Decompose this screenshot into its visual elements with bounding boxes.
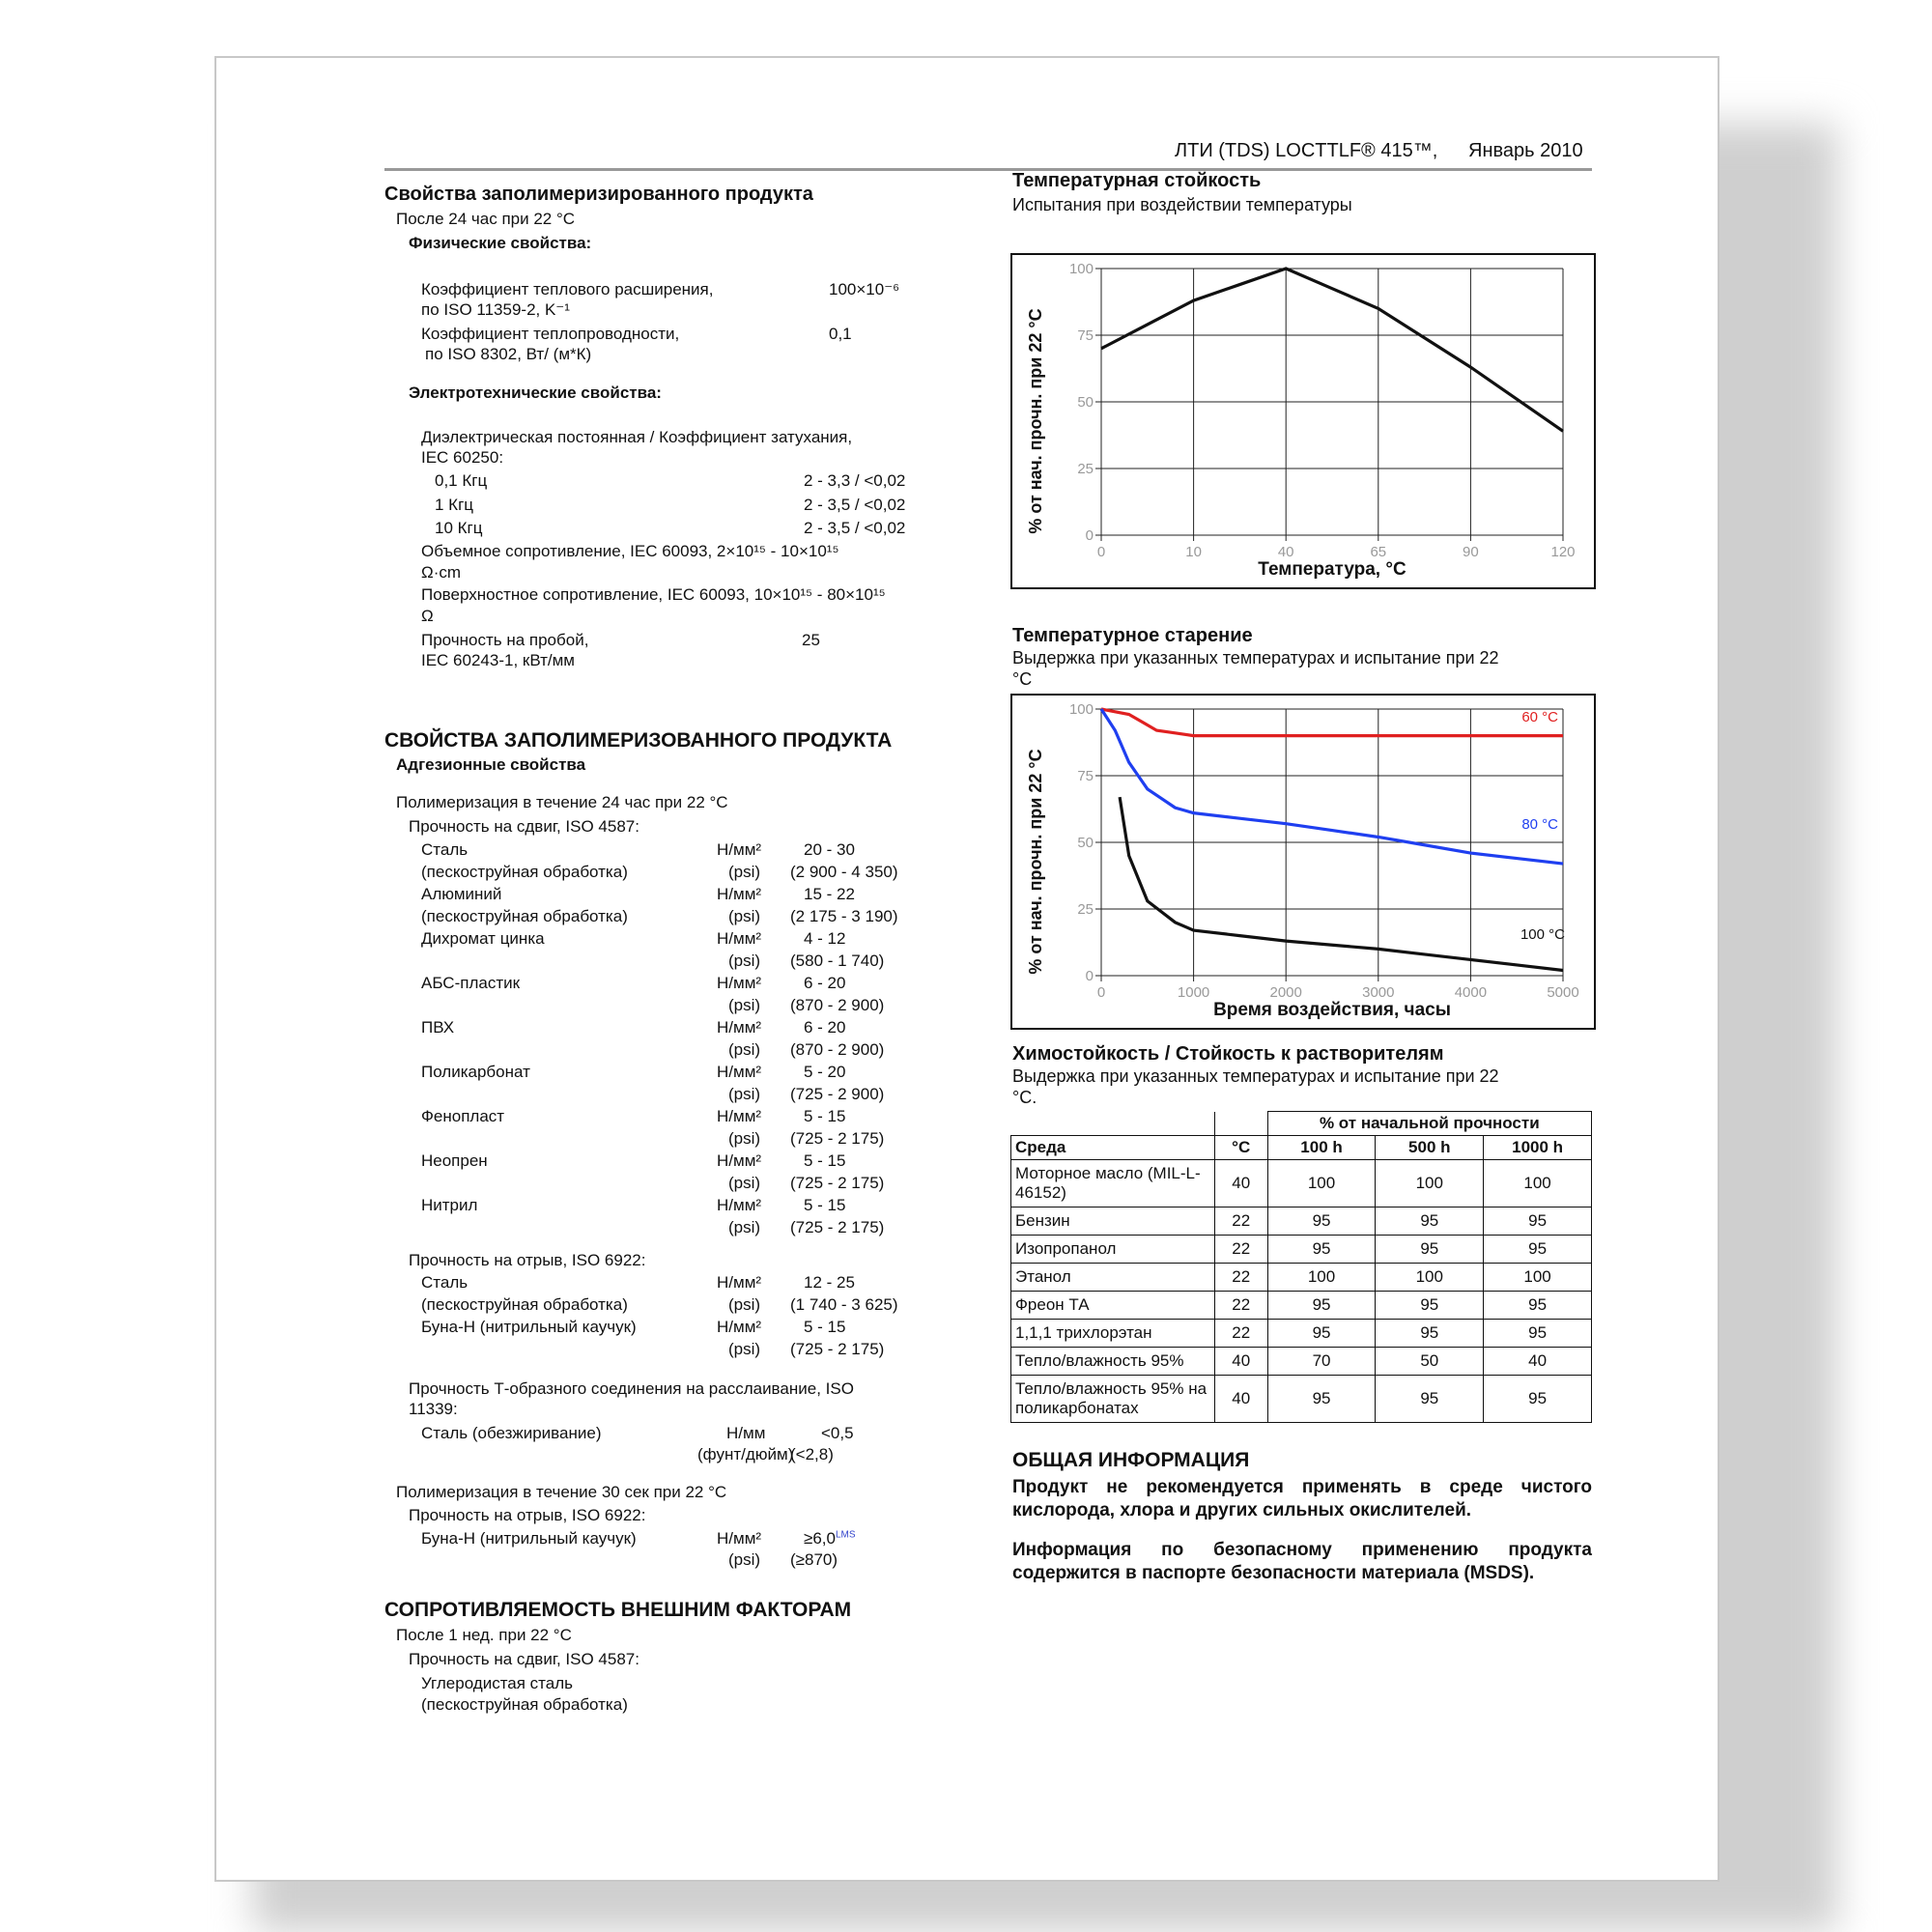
material-label: Неопрен bbox=[421, 1151, 488, 1170]
unit-n: Н/мм² bbox=[717, 1063, 762, 1081]
chem-cell: 100 bbox=[1267, 1160, 1376, 1208]
chem-cell: 40 bbox=[1484, 1348, 1592, 1376]
chem-cell: 95 bbox=[1484, 1292, 1592, 1320]
x-tick-label: 3000 bbox=[1362, 984, 1395, 1001]
chart2-subtitle: °C bbox=[1012, 669, 1033, 689]
x-tick-label: 0 bbox=[1096, 544, 1106, 560]
series-line bbox=[1101, 709, 1563, 736]
chem-cell: Изопропанол bbox=[1011, 1236, 1215, 1264]
diel-freq: 0,1 Кгц bbox=[435, 471, 488, 490]
tear-title: Прочность на отрыв, ISO 6922: bbox=[409, 1251, 646, 1269]
chem-cell: 100 bbox=[1267, 1264, 1376, 1292]
chem-cell: 95 bbox=[1376, 1376, 1484, 1423]
section-title-environment: СОПРОТИВЛЯЕМОСТЬ ВНЕШНИМ ФАКТОРАМ bbox=[384, 1599, 852, 1621]
value-psi: (725 - 2 175) bbox=[790, 1340, 885, 1358]
chart2-svg bbox=[1012, 696, 1594, 1028]
value-n: 6 - 20 bbox=[804, 1018, 846, 1037]
value-psi: (2 175 - 3 190) bbox=[790, 907, 898, 925]
chem-group-header-row bbox=[1011, 1112, 1592, 1136]
chem-row bbox=[1011, 1236, 1592, 1264]
chem-header-cell: Среда bbox=[1011, 1136, 1215, 1160]
general-paragraph-1: Продукт не рекомендуется применять в среде чистого кислорода, хлора и других сильных окислителей. bbox=[1012, 1477, 1592, 1520]
unit-psi: (psi) bbox=[728, 863, 761, 881]
value-n: 4 - 12 bbox=[804, 929, 846, 948]
chem-cell: 40 bbox=[1214, 1348, 1267, 1376]
value-psi: (725 - 2 175) bbox=[790, 1129, 885, 1148]
material-label: Нитрил bbox=[421, 1196, 478, 1214]
phys-value: 0,1 bbox=[829, 325, 852, 343]
value-psi: (725 - 2 175) bbox=[790, 1218, 885, 1236]
chem-cell: 22 bbox=[1214, 1208, 1267, 1236]
value-psi: (870 - 2 900) bbox=[790, 1040, 885, 1059]
chem-cell: 95 bbox=[1484, 1320, 1592, 1348]
x-tick-label: 0 bbox=[1096, 984, 1106, 1001]
chem-cell: 100 bbox=[1376, 1264, 1484, 1292]
break-value: 25 bbox=[802, 631, 820, 649]
surf-label: Ω bbox=[421, 607, 434, 625]
chem-row bbox=[1011, 1160, 1592, 1208]
unit-n: Н/мм² bbox=[717, 929, 762, 948]
env-material: (пескоструйная обработка) bbox=[421, 1695, 628, 1714]
chem-cell: 40 bbox=[1214, 1376, 1267, 1423]
tear2-value: $\ge 6,0^{LMS}$ bbox=[804, 1529, 856, 1548]
chem-cell: 95 bbox=[1484, 1376, 1592, 1423]
peel-value: <0,5 bbox=[821, 1424, 854, 1442]
phys-label: по ISO 11359-2, K⁻¹ bbox=[421, 300, 570, 319]
unit-n: Н/мм² bbox=[717, 840, 762, 859]
value-psi: (580 - 1 740) bbox=[790, 952, 885, 970]
material-label: Алюминий bbox=[421, 885, 502, 903]
unit-psi: (psi) bbox=[728, 1085, 761, 1103]
chem-cell: 40 bbox=[1214, 1160, 1267, 1208]
section-title-adhesion: СВОЙСТВА ЗАПОЛИМЕРИЗОВАННОГО ПРОДУКТА bbox=[384, 729, 893, 752]
material-label: Буна-Н (нитрильный каучук) bbox=[421, 1318, 637, 1336]
cure-condition: После 24 час при 22 °C bbox=[396, 210, 576, 228]
chem-subtitle: °C. bbox=[1012, 1088, 1037, 1107]
chem-cell: 22 bbox=[1214, 1236, 1267, 1264]
chem-header-row bbox=[1011, 1136, 1592, 1160]
y-tick-label: 25 bbox=[1077, 461, 1094, 477]
header-date: Январь 2010 bbox=[1468, 140, 1583, 161]
unit-psi: (psi) bbox=[728, 1218, 761, 1236]
section-title-cured: Свойства заполимеризированного продукта bbox=[384, 184, 813, 205]
x-axis-label: Температура, °C bbox=[1258, 559, 1406, 580]
unit-n: Н/мм² bbox=[717, 1107, 762, 1125]
chem-cell: 100 bbox=[1376, 1160, 1484, 1208]
chem-header-cell: 1000 h bbox=[1484, 1136, 1592, 1160]
peel-value: (<2,8) bbox=[790, 1445, 834, 1463]
chem-cell: 70 bbox=[1267, 1348, 1376, 1376]
unit-psi: (psi) bbox=[728, 1040, 761, 1059]
surf-label: Поверхностное сопротивление, IEC 60093, 10×10¹⁵ - 80×10¹⁵ bbox=[421, 585, 886, 604]
unit-n: Н/мм² bbox=[717, 1018, 762, 1037]
material-label: АБС-пластик bbox=[421, 974, 521, 992]
value-psi: (725 - 2 175) bbox=[790, 1174, 885, 1192]
chem-row bbox=[1011, 1376, 1592, 1423]
series-line bbox=[1101, 269, 1563, 431]
diel-freq: 1 Кгц bbox=[435, 496, 474, 514]
value-n: 15 - 22 bbox=[804, 885, 855, 903]
y-tick-label: 100 bbox=[1068, 261, 1094, 277]
value-psi: (725 - 2 900) bbox=[790, 1085, 885, 1103]
chem-cell: 95 bbox=[1267, 1376, 1376, 1423]
material-label: Сталь bbox=[421, 1273, 469, 1292]
value-psi: (870 - 2 900) bbox=[790, 996, 885, 1014]
chem-header-cell: 100 h bbox=[1267, 1136, 1376, 1160]
diel-label: Диэлектрическая постоянная / Коэффициент затухания, bbox=[421, 428, 853, 446]
peel-material: Сталь (обезжиривание) bbox=[421, 1424, 602, 1442]
chem-cell: 22 bbox=[1214, 1320, 1267, 1348]
series-label: 100 °C bbox=[1520, 926, 1565, 943]
chem-cell: 22 bbox=[1214, 1264, 1267, 1292]
value-n: 5 - 15 bbox=[804, 1107, 846, 1125]
elec-title: Электротехнические свойства: bbox=[409, 384, 662, 402]
chem-table-body bbox=[1011, 1160, 1592, 1423]
unit-psi: (psi) bbox=[728, 907, 761, 925]
phys-label: Коэффициент теплопроводности, bbox=[421, 325, 680, 343]
chem-cell: 95 bbox=[1376, 1236, 1484, 1264]
diel-value: 2 - 3,3 / <0,02 bbox=[804, 471, 906, 490]
general-paragraph-2: Информация по безопасному применению продукта содержится в паспорте безопасности материала (MSDS). bbox=[1012, 1540, 1592, 1583]
unit-n: Н/мм² bbox=[717, 1318, 762, 1336]
unit-psi: (psi) bbox=[728, 996, 761, 1014]
chem-cell: 95 bbox=[1267, 1320, 1376, 1348]
chart1-title: Температурная стойкость bbox=[1012, 170, 1262, 191]
value-n: 5 - 15 bbox=[804, 1318, 846, 1336]
chart1-svg bbox=[1012, 255, 1594, 587]
diel-value: 2 - 3,5 / <0,02 bbox=[804, 519, 906, 537]
chem-cell: 100 bbox=[1484, 1264, 1592, 1292]
value-n: 12 - 25 bbox=[804, 1273, 855, 1292]
tear2-title: Прочность на отрыв, ISO 6922: bbox=[409, 1506, 646, 1524]
y-axis-label: % от нач. прочн. при 22 °C bbox=[1026, 308, 1045, 534]
x-tick-label: 40 bbox=[1277, 544, 1294, 560]
value-n: 20 - 30 bbox=[804, 840, 855, 859]
chem-cell: 95 bbox=[1267, 1208, 1376, 1236]
material-label: (пескоструйная обработка) bbox=[421, 907, 628, 925]
unit-n: Н/мм² bbox=[717, 974, 762, 992]
chem-header-cell: 500 h bbox=[1376, 1136, 1484, 1160]
y-tick-label: 50 bbox=[1077, 394, 1094, 411]
material-label: (пескоструйная обработка) bbox=[421, 1295, 628, 1314]
y-tick-label: 75 bbox=[1077, 768, 1094, 784]
tear2-value-psi: (≥870) bbox=[790, 1550, 838, 1569]
chem-cell: Моторное масло (MIL-L-46152) bbox=[1011, 1160, 1215, 1208]
material-label: ПВХ bbox=[421, 1018, 455, 1037]
chem-table bbox=[1010, 1111, 1592, 1423]
chart2-subtitle: Выдержка при указанных температурах и испытание при 22 bbox=[1012, 648, 1499, 668]
value-n: 5 - 15 bbox=[804, 1196, 846, 1214]
env-shear-title: Прочность на сдвиг, ISO 4587: bbox=[409, 1650, 639, 1668]
x-tick-label: 1000 bbox=[1177, 984, 1210, 1001]
peel-label: 11339: bbox=[409, 1400, 458, 1418]
peel-unit: (фунт/дюйм) bbox=[697, 1445, 794, 1463]
env-condition: После 1 нед. при 22 °C bbox=[396, 1626, 572, 1644]
chem-cell: 95 bbox=[1376, 1208, 1484, 1236]
material-label: Дихромат цинка bbox=[421, 929, 545, 948]
break-label: IEC 60243-1, кВт/мм bbox=[421, 651, 575, 669]
x-tick-label: 5000 bbox=[1547, 984, 1579, 1001]
phys-label: Коэффициент теплового расширения, bbox=[421, 280, 714, 298]
series-label: 60 °C bbox=[1521, 709, 1558, 725]
series-label: 80 °C bbox=[1521, 816, 1558, 833]
general-title: ОБЩАЯ ИНФОРМАЦИЯ bbox=[1012, 1449, 1250, 1471]
series-line bbox=[1120, 797, 1563, 970]
chem-title: Химостойкость / Стойкость к растворителям bbox=[1012, 1043, 1444, 1065]
unit-n: Н/мм² bbox=[717, 1151, 762, 1170]
phys-value: 100×10⁻⁶ bbox=[829, 280, 900, 298]
chem-cell: Фреон ТА bbox=[1011, 1292, 1215, 1320]
chem-cell: 50 bbox=[1376, 1348, 1484, 1376]
value-psi: (2 900 - 4 350) bbox=[790, 863, 898, 881]
value-n: 5 - 20 bbox=[804, 1063, 846, 1081]
shear-title: Прочность на сдвиг, ISO 4587: bbox=[409, 817, 639, 836]
unit-psi: (psi) bbox=[728, 1174, 761, 1192]
lms-superscript: LMS bbox=[835, 1529, 856, 1541]
cure-30: Полимеризация в течение 30 сек при 22 °C bbox=[396, 1483, 727, 1501]
unit-n: Н/мм² bbox=[717, 885, 762, 903]
y-axis-label: % от нач. прочн. при 22 °C bbox=[1026, 749, 1045, 975]
peel-unit: Н/мм bbox=[726, 1424, 766, 1442]
chem-cell: Тепло/влажность 95% на поликарбонатах bbox=[1011, 1376, 1215, 1423]
chem-row bbox=[1011, 1348, 1592, 1376]
chem-row bbox=[1011, 1264, 1592, 1292]
value-n: 6 - 20 bbox=[804, 974, 846, 992]
material-label: Фенопласт bbox=[421, 1107, 505, 1125]
x-axis-label: Время воздействия, часы bbox=[1213, 1000, 1451, 1020]
chart-temperature-resistance bbox=[1010, 253, 1596, 589]
chem-cell: 1,1,1 трихлорэтан bbox=[1011, 1320, 1215, 1348]
y-tick-label: 75 bbox=[1077, 327, 1094, 344]
chart2-title: Температурное старение bbox=[1012, 625, 1253, 646]
material-label: Сталь bbox=[421, 840, 469, 859]
y-tick-label: 0 bbox=[1085, 527, 1094, 544]
diel-freq: 10 Кгц bbox=[435, 519, 483, 537]
cure-24: Полимеризация в течение 24 час при 22 °C bbox=[396, 793, 728, 811]
value-n: 5 - 15 bbox=[804, 1151, 846, 1170]
unit-psi: (psi) bbox=[728, 1129, 761, 1148]
phys-label: по ISO 8302, Вт/ (м*К) bbox=[425, 345, 592, 363]
x-tick-label: 10 bbox=[1185, 544, 1202, 560]
material-label: (пескоструйная обработка) bbox=[421, 863, 628, 881]
unit-psi: (psi) bbox=[728, 1340, 761, 1358]
chem-cell: Этанол bbox=[1011, 1264, 1215, 1292]
chem-cell: Тепло/влажность 95% bbox=[1011, 1348, 1215, 1376]
unit-n: Н/мм² bbox=[717, 1273, 762, 1292]
chem-cell: 95 bbox=[1267, 1292, 1376, 1320]
chem-subtitle: Выдержка при указанных температурах и испытание при 22 bbox=[1012, 1066, 1499, 1086]
vol-label: Ω·cm bbox=[421, 563, 462, 582]
chem-row bbox=[1011, 1320, 1592, 1348]
header-title: ЛТИ (TDS) LOCTTLF® 415™, bbox=[1175, 140, 1438, 161]
vol-label: Объемное сопротивление, IEC 60093, 2×10¹⁵ - 10×10¹⁵ bbox=[421, 542, 839, 560]
chem-row bbox=[1011, 1208, 1592, 1236]
peel-label: Прочность Т-образного соединения на расслаивание, ISO bbox=[409, 1379, 854, 1398]
env-material: Углеродистая сталь bbox=[421, 1674, 573, 1692]
chem-cell: 95 bbox=[1267, 1236, 1376, 1264]
diel-label: IEC 60250: bbox=[421, 448, 504, 467]
y-tick-label: 50 bbox=[1077, 835, 1094, 851]
chem-cell: 22 bbox=[1214, 1292, 1267, 1320]
unit-n: Н/мм² bbox=[717, 1529, 762, 1548]
phys-title: Физические свойства: bbox=[409, 234, 592, 252]
value-psi: (1 740 - 3 625) bbox=[790, 1295, 898, 1314]
y-tick-label: 0 bbox=[1085, 968, 1094, 984]
chem-cell: 95 bbox=[1484, 1236, 1592, 1264]
chem-cell: 95 bbox=[1484, 1208, 1592, 1236]
y-tick-label: 25 bbox=[1077, 901, 1094, 918]
break-label: Прочность на пробой, bbox=[421, 631, 589, 649]
unit-n: Н/мм² bbox=[717, 1196, 762, 1214]
x-tick-label: 2000 bbox=[1269, 984, 1302, 1001]
chart-heat-aging bbox=[1010, 694, 1596, 1030]
chem-header-cell: °C bbox=[1214, 1136, 1267, 1160]
chem-cell: 100 bbox=[1484, 1160, 1592, 1208]
header-rule bbox=[384, 168, 1592, 171]
unit-psi: (psi) bbox=[728, 952, 761, 970]
chem-cell: Бензин bbox=[1011, 1208, 1215, 1236]
tear2-material: Буна-Н (нитрильный каучук) bbox=[421, 1529, 637, 1548]
x-tick-label: 90 bbox=[1463, 544, 1479, 560]
diel-value: 2 - 3,5 / <0,02 bbox=[804, 496, 906, 514]
chem-cell: 95 bbox=[1376, 1320, 1484, 1348]
y-tick-label: 100 bbox=[1068, 701, 1094, 718]
chem-group-header: % от начальной прочности bbox=[1267, 1112, 1591, 1136]
unit-psi: (psi) bbox=[728, 1295, 761, 1314]
unit-psi: (psi) bbox=[728, 1550, 761, 1569]
chart1-subtitle: Испытания при воздействии температуры bbox=[1012, 195, 1352, 214]
chem-row bbox=[1011, 1292, 1592, 1320]
material-label: Поликарбонат bbox=[421, 1063, 530, 1081]
chem-cell: 95 bbox=[1376, 1292, 1484, 1320]
adh-title: Адгезионные свойства bbox=[396, 755, 586, 774]
x-tick-label: 120 bbox=[1550, 544, 1576, 560]
x-tick-label: 65 bbox=[1370, 544, 1387, 560]
x-tick-label: 4000 bbox=[1454, 984, 1488, 1001]
